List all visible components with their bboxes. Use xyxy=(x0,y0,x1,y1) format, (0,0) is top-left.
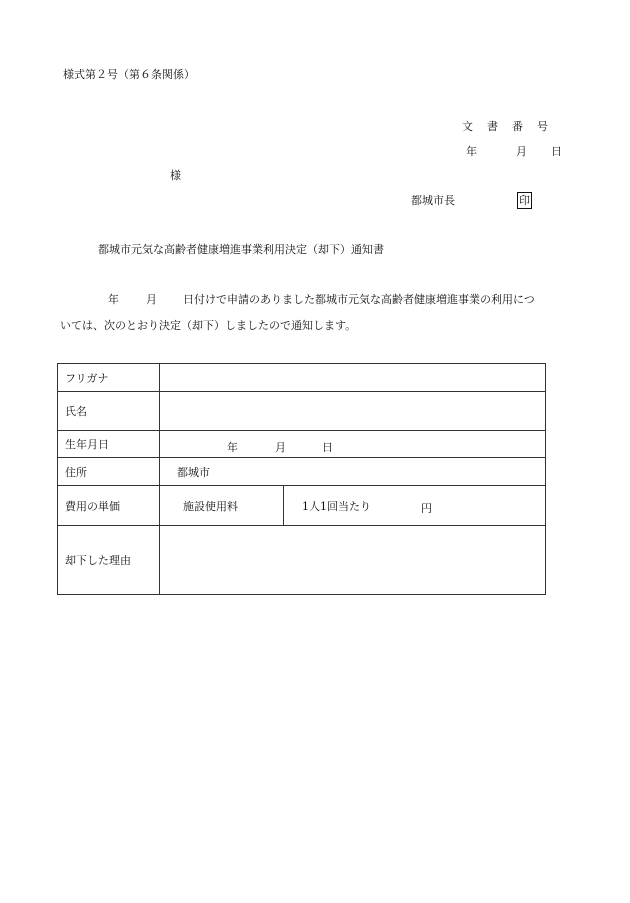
cost-unit: 1人1回当たり xyxy=(302,499,371,513)
addressee-honorific: 様 xyxy=(170,169,181,182)
issue-date-year: 年 xyxy=(466,145,477,158)
cost-value-cell xyxy=(160,486,546,526)
body-year: 年 xyxy=(108,293,119,306)
body-paragraph-line2: いては、次のとおり決定（却下）しましたので通知します。 xyxy=(60,319,357,332)
dob-month: 月 xyxy=(275,441,286,454)
issue-date-day: 日 xyxy=(551,145,562,158)
name-value xyxy=(160,392,546,431)
dob-day: 日 xyxy=(322,441,333,454)
dob-value xyxy=(160,431,546,458)
issuer-name: 都城市長 xyxy=(411,194,455,207)
document-title: 都城市元気な高齢者健康増進事業利用決定（却下）通知書 xyxy=(98,243,384,256)
furigana-label: フリガナ xyxy=(58,364,160,392)
body-text: 日付けで申請のありました都城市元気な高齢者健康増進事業の利用につ xyxy=(183,293,535,306)
address-label: 住所 xyxy=(58,458,160,486)
seal-stamp: 印 xyxy=(519,194,530,207)
form-number: 様式第２号（第６条関係） xyxy=(63,68,195,81)
table-row xyxy=(58,458,546,486)
name-label: 氏名 xyxy=(58,392,160,431)
reason-value xyxy=(160,526,546,595)
table-row xyxy=(58,431,546,458)
furigana-value xyxy=(160,364,546,392)
dob-label: 生年月日 xyxy=(58,431,160,458)
table-row xyxy=(58,364,546,392)
body-month: 月 xyxy=(146,293,157,306)
issue-date-month: 月 xyxy=(516,145,527,158)
dob-year: 年 xyxy=(227,441,238,454)
table-row xyxy=(58,526,546,595)
document-number-label: 文書番号 xyxy=(462,120,562,133)
cost-yen: 円 xyxy=(421,502,432,515)
address-value: 都城市 xyxy=(160,458,546,486)
applicant-info-table xyxy=(57,363,546,595)
table-row xyxy=(58,392,546,431)
cost-item: 施設使用料 xyxy=(167,486,284,525)
cost-unit-price xyxy=(284,486,545,525)
cost-label: 費用の単価 xyxy=(58,486,160,526)
table-row xyxy=(58,486,546,526)
reason-label: 却下した理由 xyxy=(58,526,160,595)
